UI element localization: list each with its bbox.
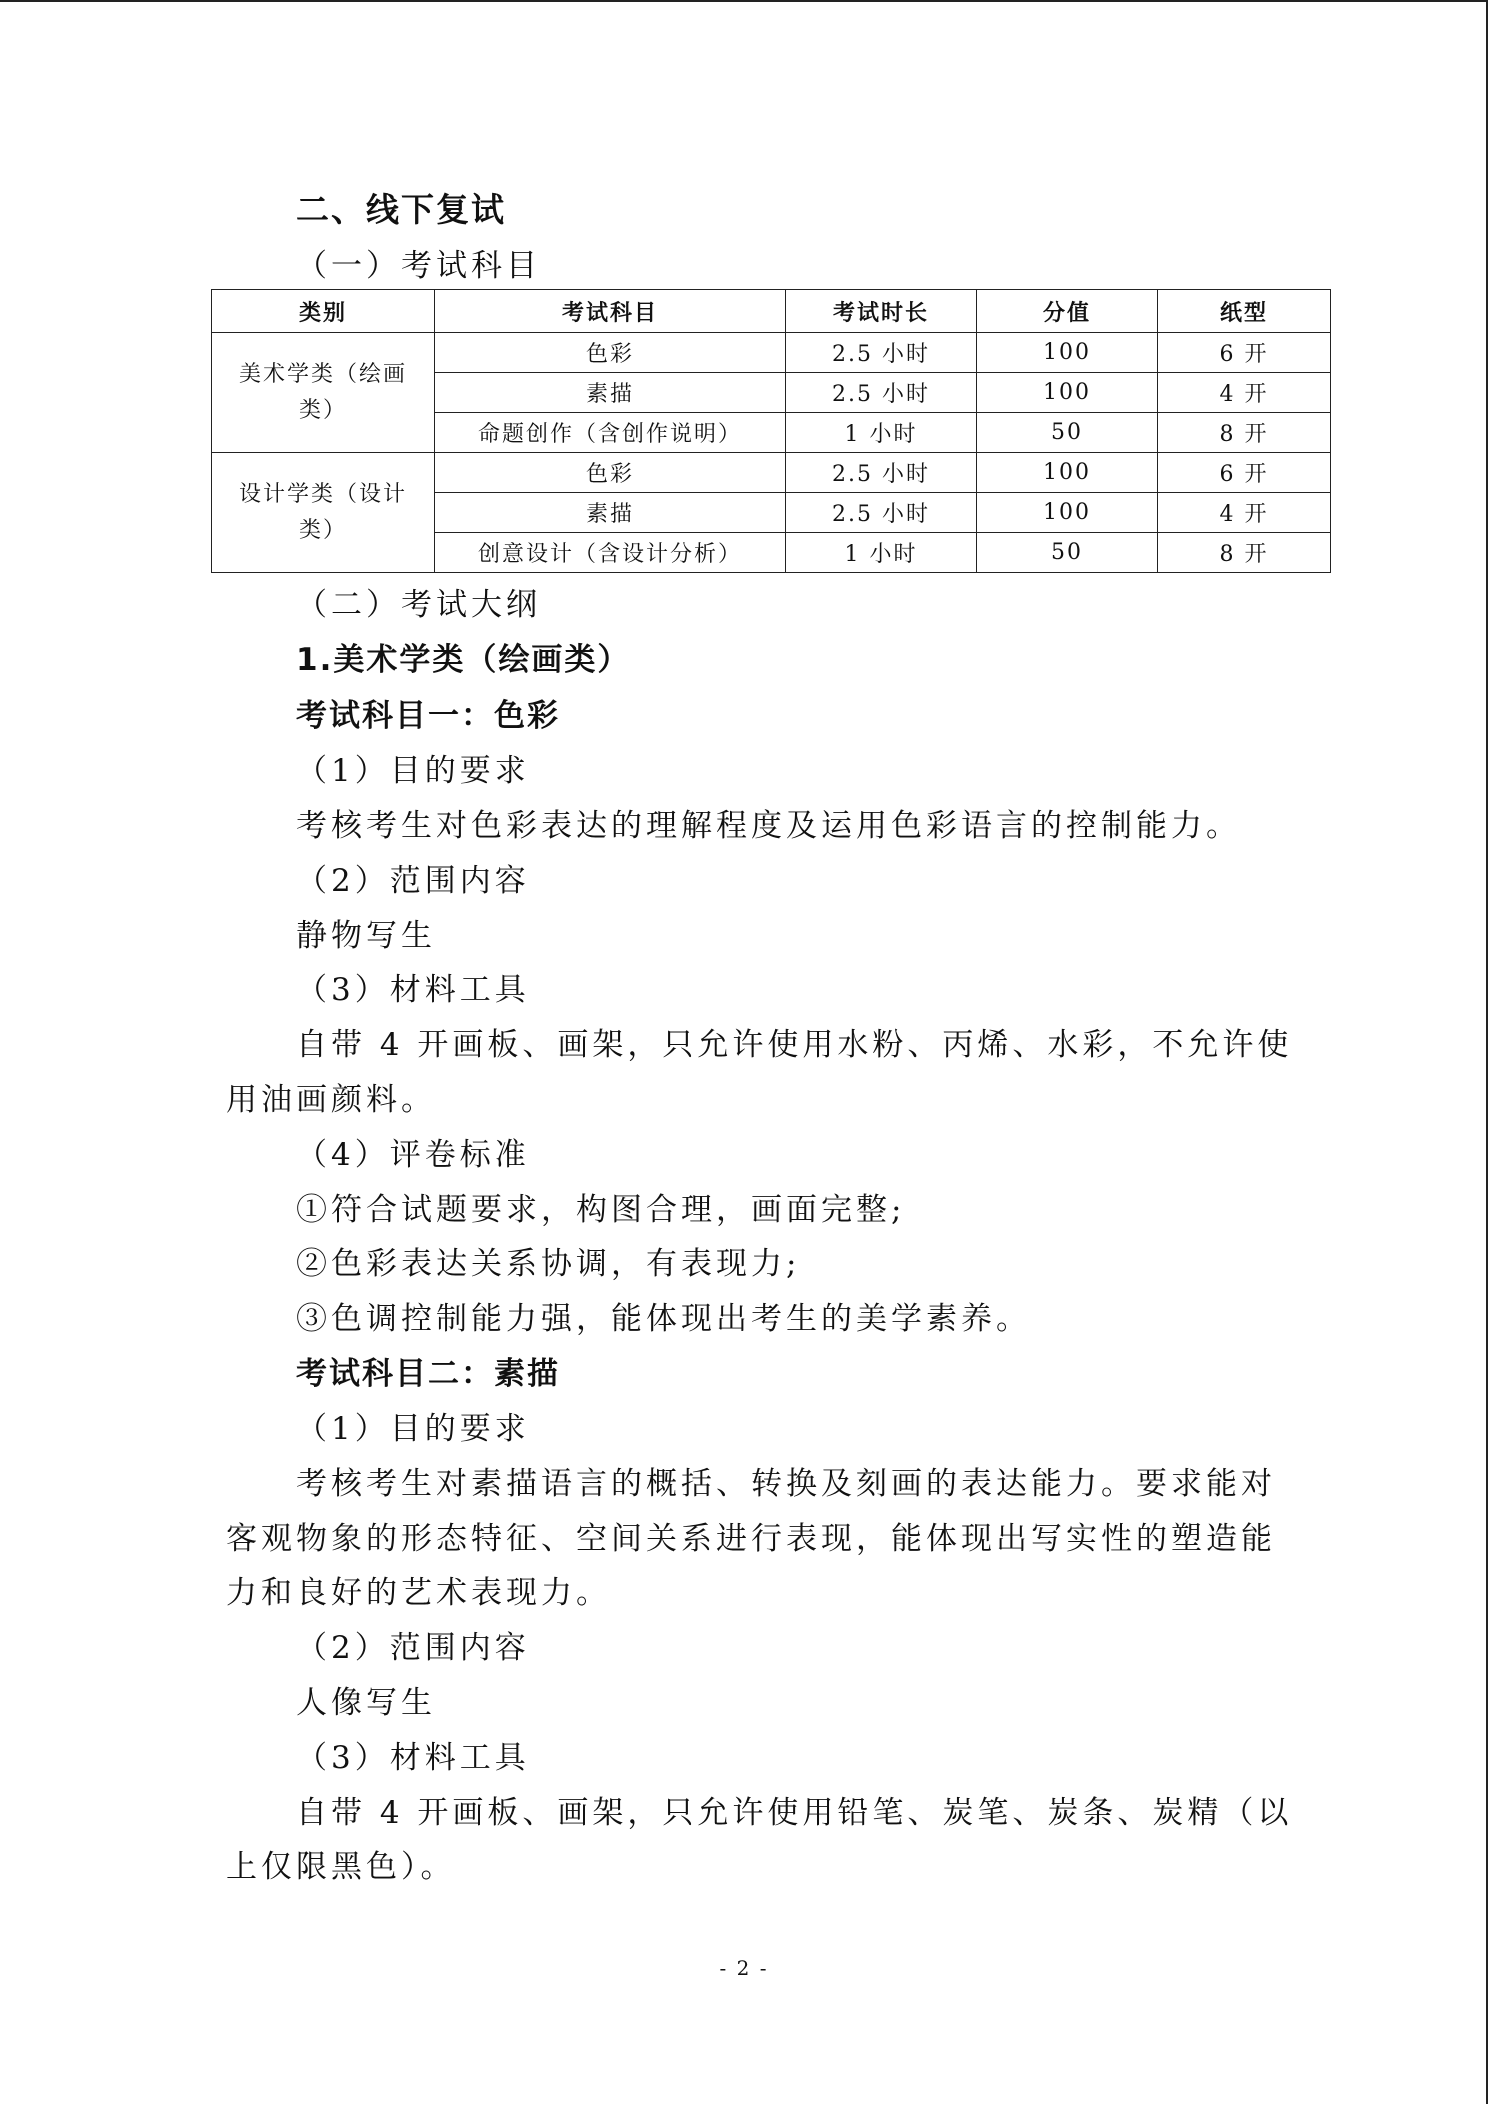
- section-heading: 二、线下复试: [296, 190, 506, 229]
- subject2-p3-line1: 自带 4 开画板、画架，只允许使用铅笔、炭笔、炭条、炭精（以: [296, 1795, 1293, 1831]
- table-row: [212, 333, 1331, 373]
- duration-cell: 2.5 小时: [786, 373, 977, 413]
- subject2-h1: （1）目的要求: [296, 1411, 530, 1447]
- category-cell: 设计学类（设计类）: [212, 453, 435, 573]
- score-cell: 100: [977, 373, 1158, 413]
- score-cell: 100: [977, 333, 1158, 373]
- subject-cell: 素描: [435, 493, 786, 533]
- subject1-h2: （2）范围内容: [296, 863, 530, 899]
- subject2-p1-line3: 力和良好的艺术表现力。: [226, 1575, 611, 1611]
- subject1-h4: （4）评卷标准: [296, 1137, 530, 1173]
- score-cell: 50: [977, 533, 1158, 573]
- subject1-p3-line1: 自带 4 开画板、画架，只允许使用水粉、丙烯、水彩，不允许使: [296, 1027, 1293, 1063]
- paper-cell: 6 开: [1158, 453, 1331, 493]
- page-number: - 2 -: [719, 1956, 769, 1980]
- paper-cell: 8 开: [1158, 413, 1331, 453]
- subject2-p1-line1: 考核考生对素描语言的概括、转换及刻画的表达能力。要求能对: [296, 1466, 1276, 1502]
- paper-cell: 8 开: [1158, 533, 1331, 573]
- subject2-p3-line2: 上仅限黑色）。: [226, 1849, 456, 1885]
- subject-cell: 色彩: [435, 453, 786, 493]
- duration-cell: 2.5 小时: [786, 493, 977, 533]
- table-header: 考试科目: [435, 290, 786, 333]
- table-row: [212, 453, 1331, 493]
- subject-cell: 创意设计（含设计分析）: [435, 533, 786, 573]
- duration-cell: 1 小时: [786, 533, 977, 573]
- subject1-criterion-3: ③色调控制能力强，能体现出考生的美学素养。: [296, 1301, 1031, 1337]
- subject1-criterion-2: ②色彩表达关系协调，有表现力;: [296, 1246, 801, 1282]
- subject-cell: 素描: [435, 373, 786, 413]
- score-cell: 50: [977, 413, 1158, 453]
- table-header: 纸型: [1158, 290, 1331, 333]
- subject1-p3-line2: 用油画颜料。: [226, 1082, 436, 1118]
- subject2-p1-line2: 客观物象的形态特征、空间关系进行表现，能体现出写实性的塑造能: [226, 1521, 1276, 1557]
- subject1-p2: 静物写生: [296, 918, 436, 954]
- exam-subjects-table: [211, 289, 1331, 573]
- subject2-p2: 人像写生: [296, 1685, 436, 1721]
- subsection-heading: （二）考试大纲: [296, 587, 541, 623]
- duration-cell: 2.5 小时: [786, 453, 977, 493]
- paper-cell: 4 开: [1158, 373, 1331, 413]
- score-cell: 100: [977, 493, 1158, 533]
- subject1-criterion-1: ①符合试题要求，构图合理，画面完整;: [296, 1192, 906, 1228]
- page-border-top: [0, 0, 1488, 2]
- score-cell: 100: [977, 453, 1158, 493]
- subject1-h1: （1）目的要求: [296, 753, 530, 789]
- table-header: 类别: [212, 290, 435, 333]
- section1-heading: 1.美术学类（绘画类）: [296, 642, 631, 678]
- table-header-row: [212, 290, 1331, 333]
- subsection-heading: （一）考试科目: [296, 248, 541, 284]
- table-header: 考试时长: [786, 290, 977, 333]
- paper-cell: 6 开: [1158, 333, 1331, 373]
- duration-cell: 2.5 小时: [786, 333, 977, 373]
- duration-cell: 1 小时: [786, 413, 977, 453]
- table-header: 分值: [977, 290, 1158, 333]
- subject2-title: 考试科目二：素描: [296, 1356, 560, 1392]
- subject2-h3: （3）材料工具: [296, 1740, 530, 1776]
- subject-cell: 命题创作（含创作说明）: [435, 413, 786, 453]
- subject1-p1: 考核考生对色彩表达的理解程度及运用色彩语言的控制能力。: [296, 808, 1241, 844]
- category-cell: 美术学类（绘画类）: [212, 333, 435, 453]
- paper-cell: 4 开: [1158, 493, 1331, 533]
- subject1-h3: （3）材料工具: [296, 972, 530, 1008]
- subject1-title: 考试科目一：色彩: [296, 698, 560, 734]
- subject2-h2: （2）范围内容: [296, 1630, 530, 1666]
- subject-cell: 色彩: [435, 333, 786, 373]
